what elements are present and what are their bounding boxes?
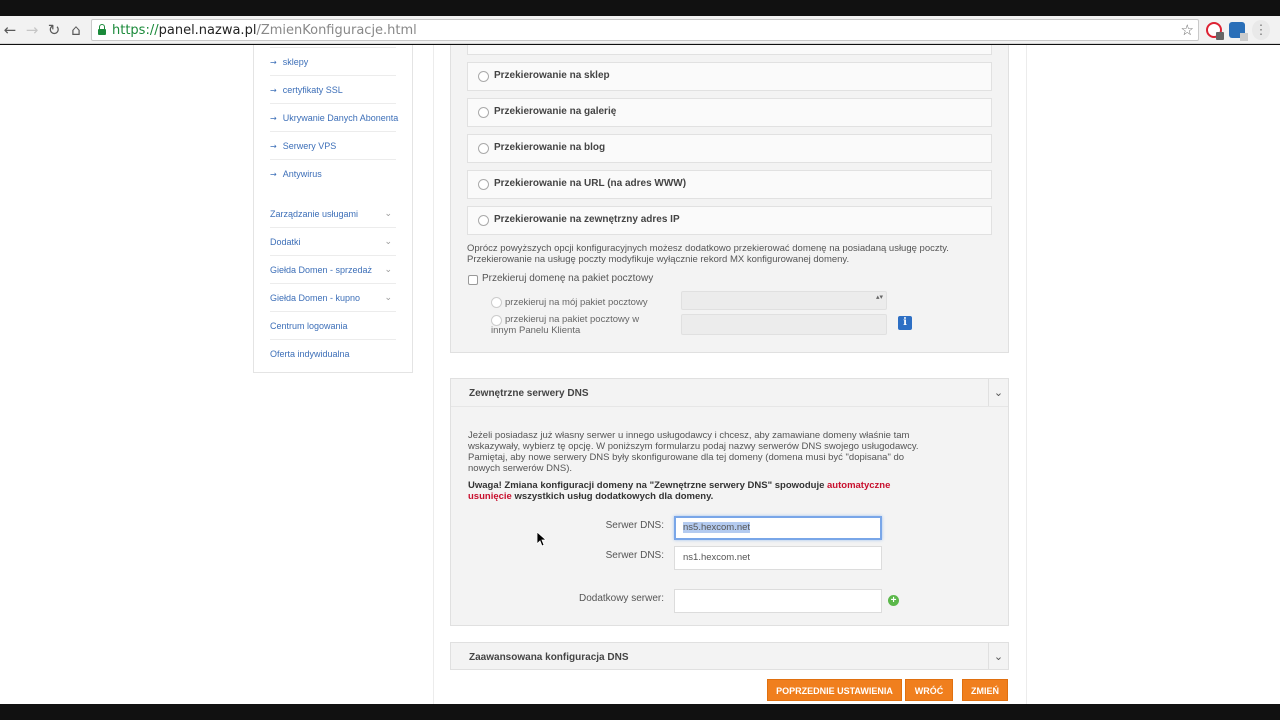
- arrow-right-icon: →: [270, 86, 277, 95]
- sidebar: [253, 45, 413, 373]
- extension-icon[interactable]: [1206, 22, 1222, 38]
- advanced-dns-title: Zaawansowana konfiguracja DNS: [469, 652, 629, 663]
- web-page: [0, 45, 1280, 704]
- browser-toolbar: [0, 16, 1280, 44]
- sidebar-item-ssl[interactable]: → certyfikaty SSL: [270, 76, 396, 104]
- sidebar-item-oferta[interactable]: Oferta indywidualna: [270, 349, 350, 359]
- arrow-right-icon: →: [270, 142, 277, 151]
- back-button[interactable]: WRÓĆ: [905, 679, 953, 701]
- redirect-option-url[interactable]: Przekierowanie na URL (na adres WWW): [467, 170, 992, 199]
- redirect-option-ip[interactable]: Przekierowanie na zewnętrzny adres IP: [467, 206, 992, 235]
- other-panel-input[interactable]: [681, 314, 887, 335]
- redirect-option-sklep[interactable]: Przekierowanie na sklep: [467, 62, 992, 91]
- chevron-down-icon: ⌄: [384, 237, 392, 247]
- radio-my-mail-package[interactable]: [491, 297, 502, 308]
- sidebar-item-centrum-logowania[interactable]: Centrum logowania: [270, 312, 396, 340]
- chevron-down-icon[interactable]: ⌄: [988, 643, 1008, 670]
- mail-redirect-description: Oprócz powyższych opcji konfiguracyjnych możesz dodatkowo przekierować domenę na posiadaną usługę poczty. Przekierowanie na usługę poczty modyfikuje wyłącznie rekord MX konfigurowanej domeny.: [467, 243, 949, 265]
- screen-top-bar: [0, 0, 1280, 16]
- lock-icon: [98, 24, 106, 35]
- screen-bottom-bar: [0, 704, 1280, 720]
- sidebar-item-antywirus[interactable]: → Antywirus: [270, 169, 322, 179]
- arrow-right-icon: →: [270, 114, 277, 123]
- radio-button[interactable]: [478, 143, 489, 154]
- arrow-right-icon: →: [270, 170, 277, 179]
- chevron-down-icon: ⌄: [384, 265, 392, 275]
- add-server-plus-icon[interactable]: +: [888, 595, 899, 606]
- redirect-options-panel: [450, 45, 1009, 353]
- redirect-option-galeria[interactable]: Przekierowanie na galerię: [467, 98, 992, 127]
- redirect-option-blog[interactable]: Przekierowanie na blog: [467, 134, 992, 163]
- dns-server-1-label: Serwer DNS:: [605, 520, 664, 531]
- mail-redirect-checkbox[interactable]: [468, 275, 478, 285]
- redirect-option-partial: [467, 45, 992, 55]
- main-content: [433, 45, 1027, 704]
- radio-other-panel-label-line1: przekieruj na pakiet pocztowy w: [505, 314, 640, 325]
- external-dns-description: Jeżeli posiadasz już własny serwer u innego usługodawcy i chcesz, aby zamawiane domeny właśnie tam wskazywały, wybierz tę opcję. W poniższym formularzu podaj nazwy serwerów DNS swojego usługodawcy. Pamiętaj, aby nowe serwery DNS były skonfigurowane dla tej domeny (domena musi być "dopisana" do nowych serwerów DNS).: [468, 430, 919, 474]
- select-caret-icon: ▴▾: [875, 294, 883, 301]
- home-icon[interactable]: ⌂: [71, 21, 81, 39]
- chevron-down-icon: ⌄: [384, 293, 392, 303]
- dns-server-2-input[interactable]: ns1.hexcom.net: [674, 546, 882, 570]
- previous-settings-button[interactable]: POPRZEDNIE USTAWIENIA: [767, 679, 902, 701]
- extension-translate-icon[interactable]: [1229, 22, 1245, 38]
- sidebar-item-vps[interactable]: → Serwery VPS: [270, 132, 396, 160]
- info-icon[interactable]: i: [898, 316, 912, 330]
- back-icon[interactable]: ←: [3, 21, 17, 39]
- dns-server-1-input[interactable]: ns5.hexcom.net: [674, 516, 882, 540]
- chevron-down-icon: ⌄: [384, 209, 392, 219]
- browser-menu-icon[interactable]: ⋮: [1252, 20, 1270, 40]
- advanced-dns-panel[interactable]: [450, 642, 1009, 670]
- sidebar-item-dodatki[interactable]: Dodatki ⌄: [270, 228, 396, 256]
- sidebar-item-gielda-kupno[interactable]: Giełda Domen - kupno ⌄: [270, 284, 396, 312]
- radio-my-mail-package-label: przekieruj na mój pakiet pocztowy: [505, 297, 648, 308]
- radio-button[interactable]: [478, 71, 489, 82]
- url-text[interactable]: https://panel.nazwa.pl/ZmienKonfiguracje.html: [112, 23, 417, 38]
- forward-icon[interactable]: →: [25, 21, 39, 39]
- address-bar[interactable]: [91, 19, 1199, 41]
- sidebar-item-sklepy[interactable]: → sklepy: [270, 48, 396, 76]
- arrow-right-icon: →: [270, 58, 277, 67]
- radio-button[interactable]: [478, 179, 489, 190]
- additional-server-label: Dodatkowy serwer:: [578, 593, 664, 604]
- radio-button[interactable]: [478, 107, 489, 118]
- chevron-down-icon[interactable]: ⌄: [988, 379, 1008, 406]
- radio-button[interactable]: [478, 215, 489, 226]
- mail-package-select[interactable]: [681, 291, 887, 310]
- dns-server-2-label: Serwer DNS:: [605, 550, 664, 561]
- additional-server-input[interactable]: [674, 589, 882, 613]
- change-button[interactable]: ZMIEŃ: [962, 679, 1008, 701]
- sidebar-item-ukrywanie[interactable]: → Ukrywanie Danych Abonenta: [270, 104, 396, 132]
- external-dns-panel: [450, 378, 1009, 626]
- sidebar-item-gielda-sprzedaz[interactable]: Giełda Domen - sprzedaż ⌄: [270, 256, 396, 284]
- mail-redirect-checkbox-label: Przekieruj domenę na pakiet pocztowy: [482, 273, 654, 284]
- radio-other-panel-label-line2: innym Panelu Klienta: [491, 325, 581, 336]
- external-dns-title: Zewnętrzne serwery DNS: [469, 388, 589, 399]
- external-dns-warning: Uwaga! Zmiana konfiguracji domeny na "Zewnętrzne serwery DNS" spowoduje automatyczne usunięcie wszystkich usług dodatkowych dla domeny.: [468, 480, 891, 502]
- sidebar-item-zarzadzanie[interactable]: Zarządzanie usługami ⌄: [270, 200, 396, 228]
- reload-icon[interactable]: ↻: [47, 21, 61, 39]
- bookmark-star-icon[interactable]: ☆: [1180, 21, 1194, 39]
